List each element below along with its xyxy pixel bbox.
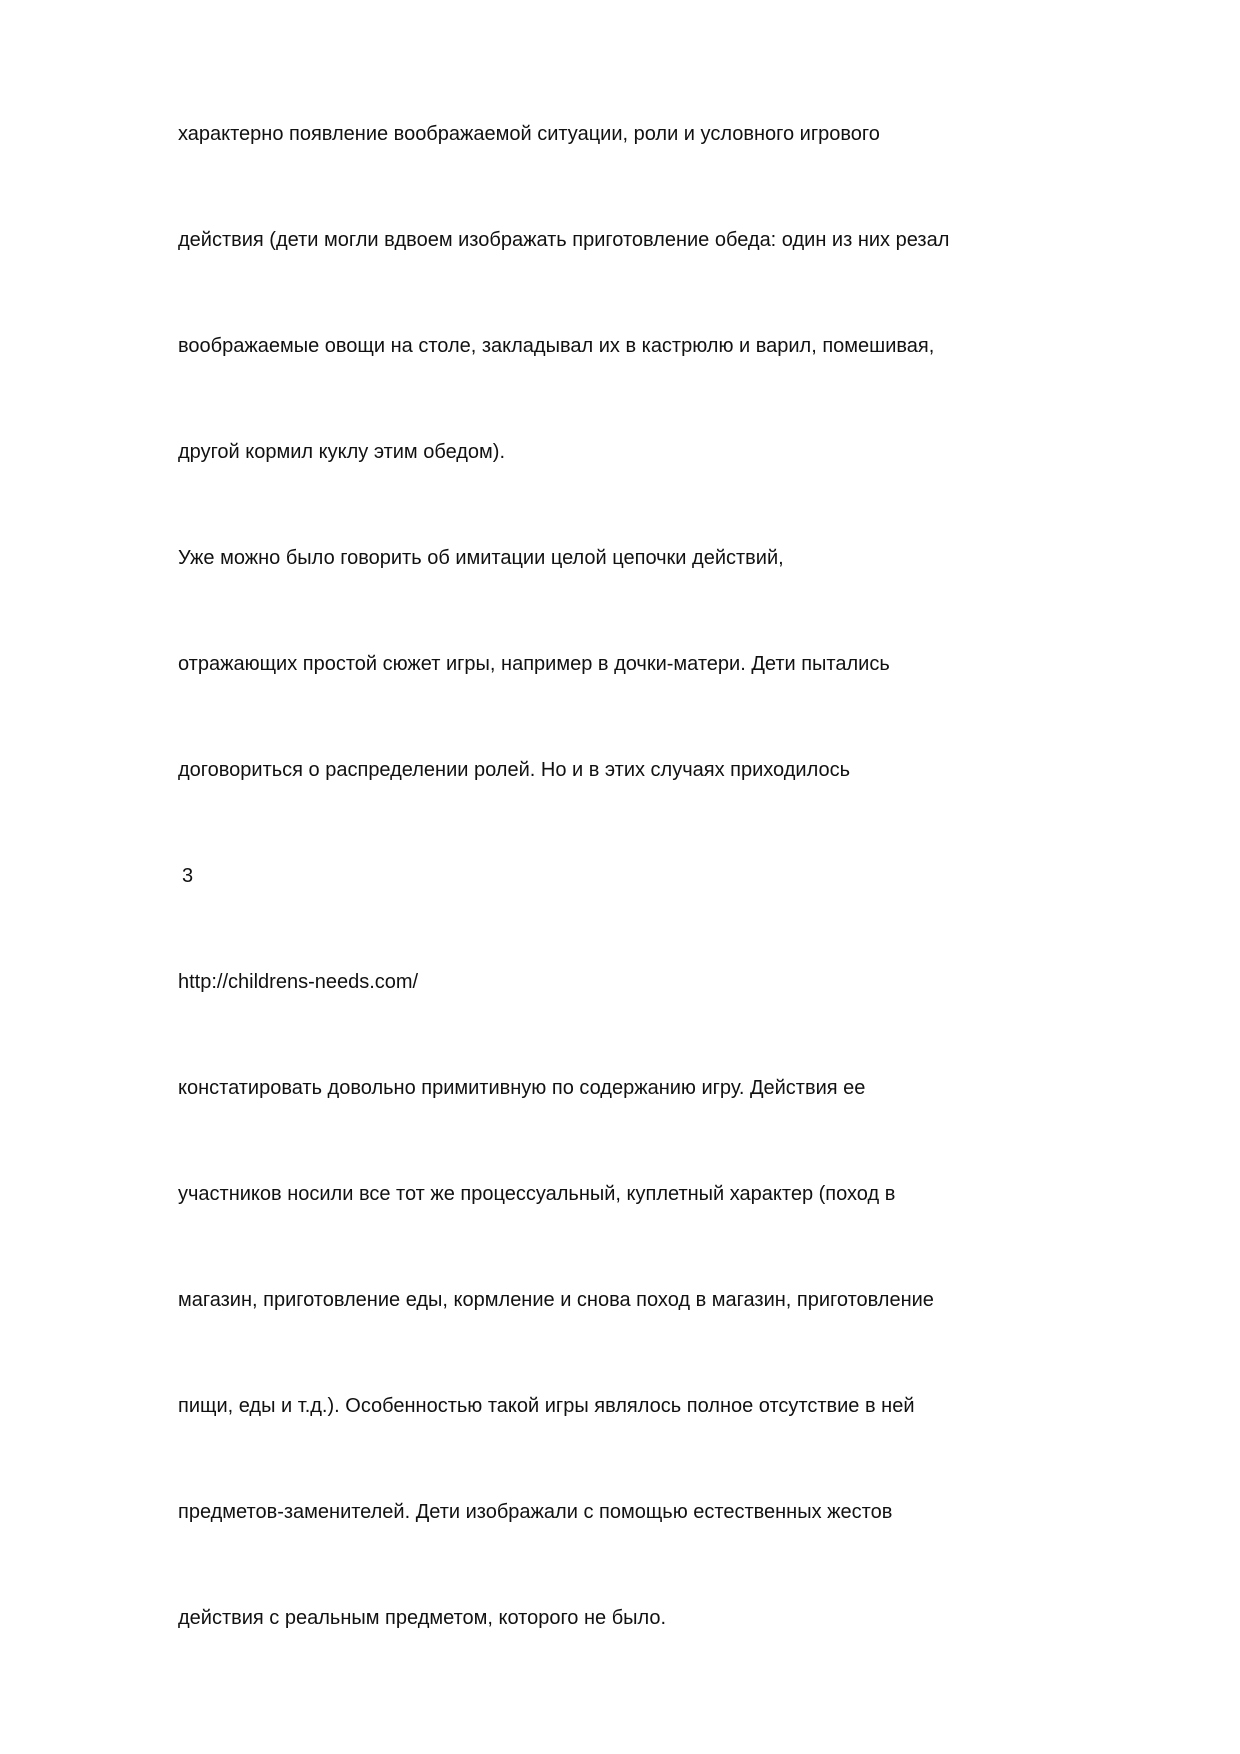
text-line: участников носили все тот же процессуальный, куплетный характер (поход в: [178, 1183, 896, 1205]
text-line: Уже можно было говорить об имитации целой цепочки действий,: [178, 547, 784, 569]
text-line: действия с реальным предметом, которого не было.: [178, 1607, 667, 1629]
text-line: воображаемые овощи на столе, закладывал их в кастрюлю и варил, помешивая,: [178, 335, 935, 357]
text-line: предметов-заменителей. Дети изображали с помощью естественных жестов: [178, 1501, 893, 1523]
text-line: пищи, еды и т.д.). Особенностью такой игры являлось полное отсутствие в ней: [178, 1395, 915, 1417]
text-line: другой кормил куклу этим обедом).: [178, 441, 506, 463]
text-line: характерно появление воображаемой ситуации, роли и условного игрового: [178, 123, 880, 145]
text-line: договориться о распределении ролей. Но и в этих случаях приходилось: [178, 759, 851, 781]
text-line: действия (дети могли вдвоем изображать приготовление обеда: один из них резал: [178, 229, 950, 251]
text-line: магазин, приготовление еды, кормление и снова поход в магазин, приготовление: [178, 1289, 934, 1311]
page-number: 3: [182, 865, 194, 887]
source-url[interactable]: http://childrens-needs.com/: [178, 971, 419, 993]
text-line: отражающих простой сюжет игры, например в дочки-матери. Дети пытались: [178, 653, 890, 675]
text-line: констатировать довольно примитивную по содержанию игру. Действия ее: [178, 1077, 866, 1099]
